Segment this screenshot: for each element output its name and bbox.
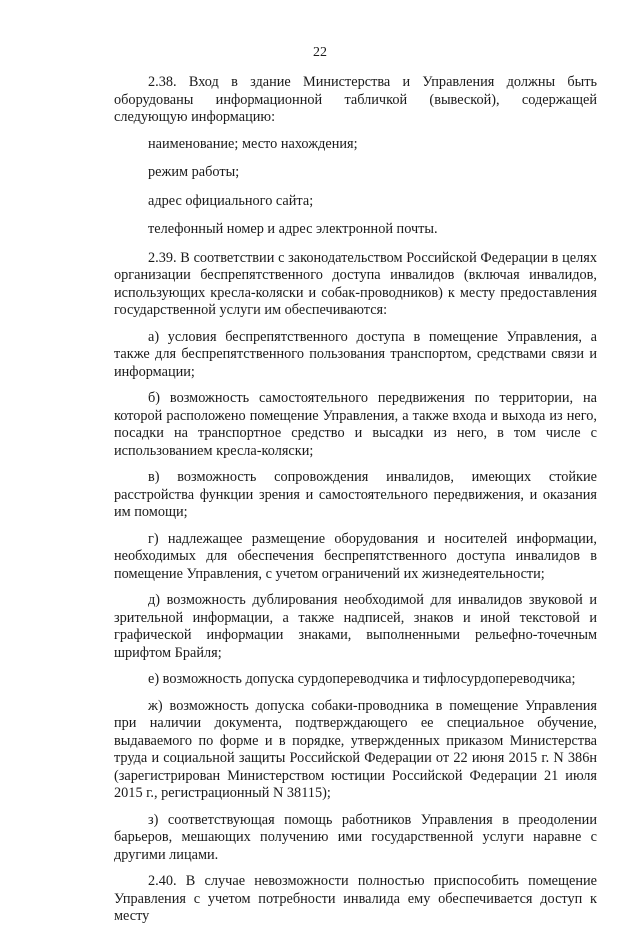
paragraph-2-38: 2.38. Вход в здание Министерства и Управления должны быть оборудованы информационной табличкой (вывеской), содержащей следующую информацию: — [114, 74, 597, 125]
paragraph-2-39: 2.39. В соответствии с законодательством Российской Федерации в целях организации беспрепятственного доступа инвалидов (включая инвалидов, использующих кресла-коляски и собак-проводников) к месту предоставления государственной услуги им обеспечиваются: — [114, 249, 597, 318]
subitem-g: г) надлежащее размещение оборудования и носителей информации, необходимых для обеспечения беспрепятственного доступа инвалидов в помещение Управления, с учетом ограничений их жизнедеятельности; — [114, 530, 597, 582]
list-item-work-schedule: режим работы; — [148, 164, 240, 180]
subitem-zh: ж) возможность допуска собаки-проводника в помещение Управления при наличии документа, подтверждающего ее специальное обучение, выдаваемого по форме и в порядке, утвержденных приказом Министерства труда и социальной защиты Российской Федерации от 22 июня 2015 г. N 386н (зарегистрирован Министерством юстиции Российской Федерации 21 июля 2015 г., регистрационный N 38115); — [114, 697, 597, 801]
list-item-name-location: наименование; место нахождения; — [148, 135, 358, 152]
subitem-b: б) возможность самостоятельного передвижения по территории, на которой расположено помещение Управления, а также входа и выхода из него, посадки на транспортное средство и высадки из него, в том числе с использованием кресла-коляски; — [114, 390, 597, 459]
subitem-e: е) возможность допуска сурдопереводчика и тифлосурдопереводчика; — [148, 671, 576, 687]
list-item-phone-email: телефонный номер и адрес электронной почты. — [148, 221, 438, 237]
paragraph-2-40: 2.40. В случае невозможности полностью приспособить помещение Управления с учетом потребности инвалида ему обеспечивается доступ к месту — [114, 873, 597, 924]
subitem-d: д) возможность дублирования необходимой для инвалидов звуковой и зрительной информации, а также надписей, знаков и иной текстовой и графической информации знаками, выполненными рельефно-точечным шрифтом Брайля; — [114, 592, 597, 661]
subitem-a: а) условия беспрепятственного доступа в помещение Управления, а также для беспрепятственного пользования транспортом, средствами связи и информации; — [114, 328, 597, 380]
document-body — [114, 74, 597, 935]
subitem-v: в) возможность сопровождения инвалидов, имеющих стойкие расстройства функции зрения и самостоятельного передвижения, и оказания им помощи; — [114, 469, 597, 520]
list-item-website: адрес официального сайта; — [148, 192, 314, 209]
page-number: 22 — [313, 45, 327, 60]
subitem-z: з) соответствующая помощь работников Управления в преодолении барьеров, мешающих получению ими государственной услуги наравне с другими лицами. — [114, 811, 597, 863]
